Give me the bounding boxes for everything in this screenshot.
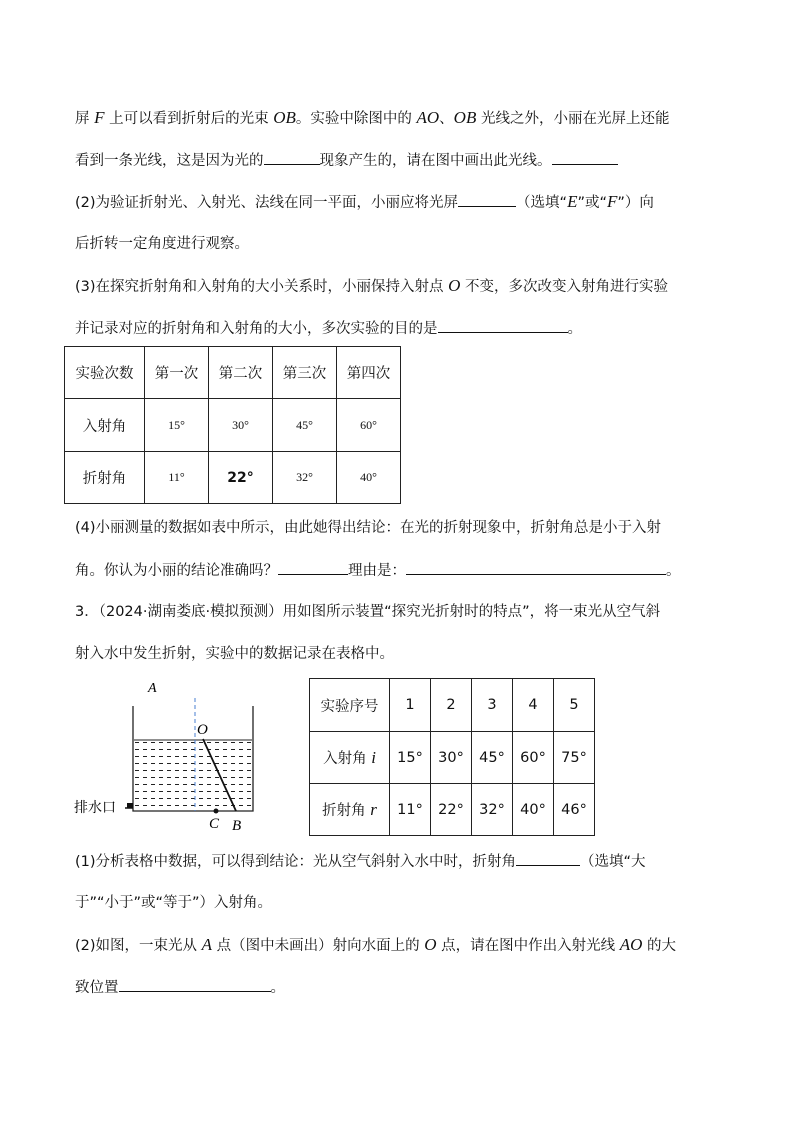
table-cell: 60° bbox=[337, 399, 401, 452]
var-A: A bbox=[201, 935, 213, 954]
table-row-label bbox=[310, 784, 390, 836]
text: 于”“小于”或“等于”）入射角。 bbox=[75, 895, 273, 911]
var-E: E bbox=[567, 192, 578, 211]
var-OB: OB bbox=[273, 108, 296, 127]
var-AO: AO bbox=[619, 935, 643, 954]
table-header-cell: 1 bbox=[390, 679, 431, 732]
table-header-cell: 第三次 bbox=[273, 347, 337, 399]
p3-question-2-line-1 bbox=[75, 935, 676, 956]
table-cell: 15° bbox=[390, 732, 431, 784]
label-a: A bbox=[148, 681, 157, 696]
text: (3)在探究折射角和入射角的大小关系时，小丽保持入射点 bbox=[75, 279, 449, 295]
text-line-2 bbox=[75, 150, 618, 171]
table-cell: 40° bbox=[513, 784, 554, 836]
text: 。 bbox=[567, 321, 582, 337]
question-3-line-1 bbox=[75, 276, 668, 297]
table-header-cell: 2 bbox=[431, 679, 472, 732]
text: 射入水中发生折射，实验中的数据记录在表格中。 bbox=[75, 646, 394, 662]
table-cell: 15° bbox=[145, 399, 209, 452]
text: （选填“大 bbox=[580, 854, 646, 870]
text: (1)分析表格中数据，可以得到结论：光从空气斜射入水中时，折射角 bbox=[75, 854, 517, 870]
answer-blank[interactable] bbox=[458, 192, 516, 207]
table-header-row bbox=[65, 347, 401, 399]
var-i: i bbox=[371, 748, 376, 767]
question-4-line-1 bbox=[75, 518, 661, 538]
p3-question-1-line-1 bbox=[75, 851, 646, 872]
var-OB: OB bbox=[453, 108, 477, 127]
text: 点，请在图中作出入射光线 bbox=[436, 938, 620, 954]
table-cell: 11° bbox=[145, 452, 209, 504]
table-cell: 75° bbox=[554, 732, 595, 784]
table-cell: 22° bbox=[431, 784, 472, 836]
table-row bbox=[310, 784, 595, 836]
text: 。实验中除图中的 bbox=[295, 111, 417, 127]
answer-blank[interactable] bbox=[406, 560, 666, 575]
table-cell: 60° bbox=[513, 732, 554, 784]
table-cell: 46° bbox=[554, 784, 595, 836]
text: 致位置 bbox=[75, 980, 119, 996]
label-drain: 排水口 bbox=[74, 800, 116, 816]
text: 点（图中未画出）射向水面上的 bbox=[212, 938, 425, 954]
table-header-row bbox=[310, 679, 595, 732]
label-c: C bbox=[209, 816, 220, 832]
row-label-text: 折射角 bbox=[322, 803, 371, 819]
table-cell: 40° bbox=[337, 452, 401, 504]
text: 不变，多次改变入射角进行实验 bbox=[460, 279, 669, 295]
table-header-cell: 5 bbox=[554, 679, 595, 732]
table-cell: 11° bbox=[390, 784, 431, 836]
table-row bbox=[310, 732, 595, 784]
text: 光线之外，小丽在光屏上还能 bbox=[476, 111, 670, 127]
text: 现象产生的，请在图中画出此光线。 bbox=[319, 153, 552, 169]
table-cell: 30° bbox=[209, 399, 273, 452]
answer-blank[interactable] bbox=[264, 150, 320, 165]
question-2-line-1 bbox=[75, 192, 654, 213]
experiment-figure bbox=[70, 676, 260, 836]
table-cell: 32° bbox=[273, 452, 337, 504]
water bbox=[134, 740, 252, 810]
question-4-line-2 bbox=[75, 560, 681, 581]
var-O: O bbox=[448, 276, 461, 295]
text: (2)如图，一束光从 bbox=[75, 938, 202, 954]
answer-blank[interactable] bbox=[278, 560, 348, 575]
answer-blank[interactable] bbox=[119, 977, 271, 992]
text: 。 bbox=[666, 563, 681, 579]
answer-blank[interactable] bbox=[516, 851, 580, 866]
text: (4)小丽测量的数据如表中所示，由此她得出结论：在光的折射现象中，折射角总是小于入射 bbox=[75, 520, 662, 536]
table-cell: 45° bbox=[472, 732, 513, 784]
text: 。 bbox=[270, 980, 285, 996]
text: 3．（2024·湖南娄底·模拟预测）用如图所示装置“探究光折射时的特点”，将一束光从空气斜 bbox=[75, 604, 661, 620]
table-header-cell: 4 bbox=[513, 679, 554, 732]
table-header-cell: 实验序号 bbox=[310, 679, 390, 732]
text: (2)为验证折射光、入射光、法线在同一平面，小丽应将光屏 bbox=[75, 195, 459, 211]
text: 、 bbox=[439, 111, 454, 127]
problem-3-line-2 bbox=[75, 644, 394, 664]
text: 理由是： bbox=[348, 563, 406, 579]
question-2-line-2 bbox=[75, 234, 249, 254]
answer-blank[interactable] bbox=[552, 150, 618, 165]
table-row-label: 入射角 bbox=[65, 399, 145, 452]
data-table-1 bbox=[64, 346, 401, 504]
table-cell: 22° bbox=[209, 452, 273, 504]
var-F: F bbox=[94, 108, 105, 127]
text: 的大 bbox=[642, 938, 677, 954]
p3-question-1-line-2 bbox=[75, 893, 272, 913]
var-O: O bbox=[424, 935, 437, 954]
text: 并记录对应的折射角和入射角的大小，多次实验的目的是 bbox=[75, 321, 438, 337]
table-cell: 45° bbox=[273, 399, 337, 452]
answer-blank[interactable] bbox=[438, 318, 568, 333]
text: 上可以看到折射后的光束 bbox=[104, 111, 274, 127]
text: （选填“ bbox=[516, 195, 568, 211]
problem-3-line-1 bbox=[75, 602, 660, 622]
table-row bbox=[65, 452, 401, 504]
table-cell: 30° bbox=[431, 732, 472, 784]
text: 后折转一定角度进行观察。 bbox=[75, 236, 249, 252]
var-AO: AO bbox=[416, 108, 440, 127]
point-c bbox=[214, 809, 219, 814]
data-table-2 bbox=[309, 678, 595, 836]
label-o: O bbox=[197, 722, 208, 738]
table-header-cell: 第四次 bbox=[337, 347, 401, 399]
table-cell: 32° bbox=[472, 784, 513, 836]
p3-question-2-line-2 bbox=[75, 977, 285, 998]
table-header-cell: 第二次 bbox=[209, 347, 273, 399]
question-3-line-2 bbox=[75, 318, 582, 339]
var-r: r bbox=[370, 800, 377, 819]
text: 角。你认为小丽的结论准确吗？ bbox=[75, 563, 278, 579]
table-row bbox=[65, 399, 401, 452]
text: 屏 bbox=[75, 111, 95, 127]
table-header-cell: 实验次数 bbox=[65, 347, 145, 399]
label-b: B bbox=[232, 818, 242, 834]
table-row-label: 折射角 bbox=[65, 452, 145, 504]
text: 看到一条光线，这是因为光的 bbox=[75, 153, 264, 169]
table-row-label bbox=[310, 732, 390, 784]
table-header-cell: 第一次 bbox=[145, 347, 209, 399]
text-line-1 bbox=[75, 108, 669, 129]
text: ”）向 bbox=[617, 195, 654, 211]
table-header-cell: 3 bbox=[472, 679, 513, 732]
var-F: F bbox=[606, 192, 618, 211]
text: ”或“ bbox=[577, 195, 607, 211]
row-label-text: 入射角 bbox=[323, 751, 372, 767]
